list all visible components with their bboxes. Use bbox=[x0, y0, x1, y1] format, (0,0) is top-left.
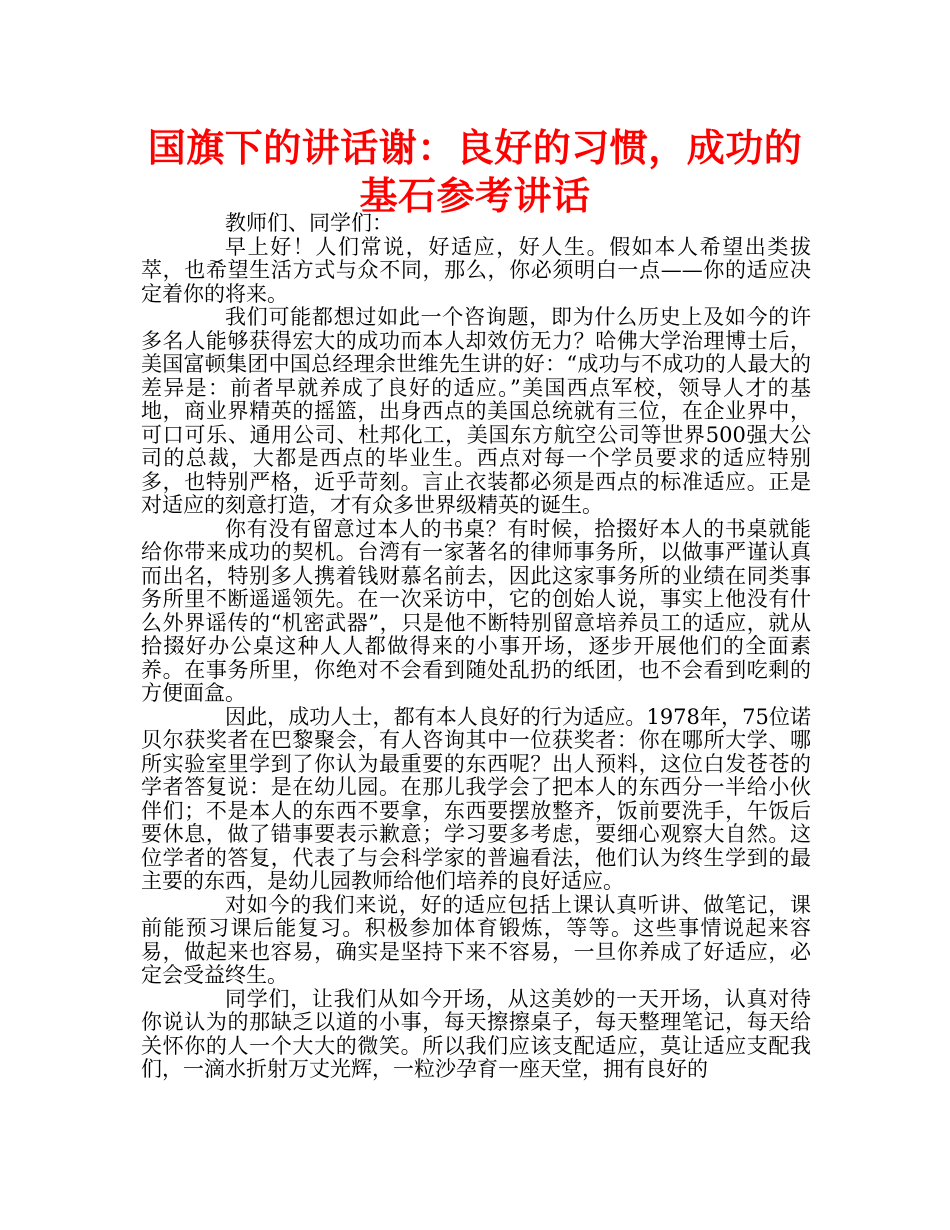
document-title: 国旗下的讲话谢：良好的习惯，成功的基石参考讲话 bbox=[147, 126, 803, 218]
paragraph-3: 你有没有留意过本人的书桌？有时候，拾掇好本人的书桌就能给你带来成功的契机。台湾有一家著名的律师事务所，以做事严谨认真而出名，特别多人携着钱财慕名前去，因此这家事务所的业绩在同类事务所里不断遥遥领先。在一次采访中，它的创始人说，事实上他没有什么外界谣传的“机密武器”，只是他不断特别留意培养员工的适应，就从拾掇好办公桌这种人人都做得来的小事开场，逐步开展他们的全面素养。在事务所里，你绝对不会看到随处乱扔的纸团，也不会看到吃剩的方便面盒。 bbox=[141, 516, 811, 705]
salutation: 教师们、同学们： bbox=[225, 211, 393, 235]
paragraph-4: 因此，成功人士，都有本人良好的行为适应。1978年，75位诺贝尔获奖者在巴黎聚会，有人咨询其中一位获奖者：你在哪所大学、哪所实验室里学到了你认为最重要的东西呢？出人预料，这位白发苍苍的学者答复说：是在幼儿园。在那儿我学会了把本人的东西分一半给小伙伴们；不是本人的东西不要拿，东西要摆放整齐，饭前要洗手，午饭后要休息，做了错事要表示歉意；学习要多考虑，要细心观察大自然。这位学者的答复，代表了与会科学家的普遍看法，他们认为终生学到的最主要的东西，是幼儿园教师给他们培养的良好适应。 bbox=[141, 704, 811, 893]
paragraph-6: 同学们，让我们从如今开场，从这美妙的一天开场，认真对待你说认为的那缺乏以道的小事，每天擦擦桌子，每天整理笔记，每天给关怀你的人一个大大的微笑。所以我们应该支配适应，莫让适应支配我们，一滴水折射万丈光辉，一粒沙孕育一座天堂，拥有良好的 bbox=[141, 986, 811, 1081]
paragraph-2: 我们可能都想过如此一个咨询题，即为什么历史上及如今的许多名人能够获得宏大的成功而本人却效仿无力？哈佛大学治理博士后，美国富顿集团中国总经理余世维先生讲的好：“成功与不成功的人最大的差异是：前者早就养成了良好的适应。”美国西点军校，领导人才的基地，商业界精英的摇篮，出身西点的美国总统就有三位，在企业界中，可口可乐、通用公司、杜邦化工，美国东方航空公司等世界500强大公司的总裁，大都是西点的毕业生。西点对每一个学员要求的适应特别多，也特别严格，近乎苛刻。言止衣装都必须是西点的标准适应。正是对适应的刻意打造，才有众多世界级精英的诞生。 bbox=[141, 305, 811, 517]
document-body bbox=[141, 212, 811, 1082]
paragraph-5: 对如今的我们来说，好的适应包括上课认真听讲、做笔记，课前能预习课后能复习。积极参加体育锻炼，等等。这些事情说起来容易，做起来也容易，确实是坚持下来不容易，一旦你养成了好适应，必定会受益终生。 bbox=[141, 892, 811, 987]
paragraph-1: 早上好！人们常说，好适应，好人生。假如本人希望出类拔萃，也希望生活方式与众不同，那么，你必须明白一点——你的适应决定着你的将来。 bbox=[141, 234, 811, 306]
